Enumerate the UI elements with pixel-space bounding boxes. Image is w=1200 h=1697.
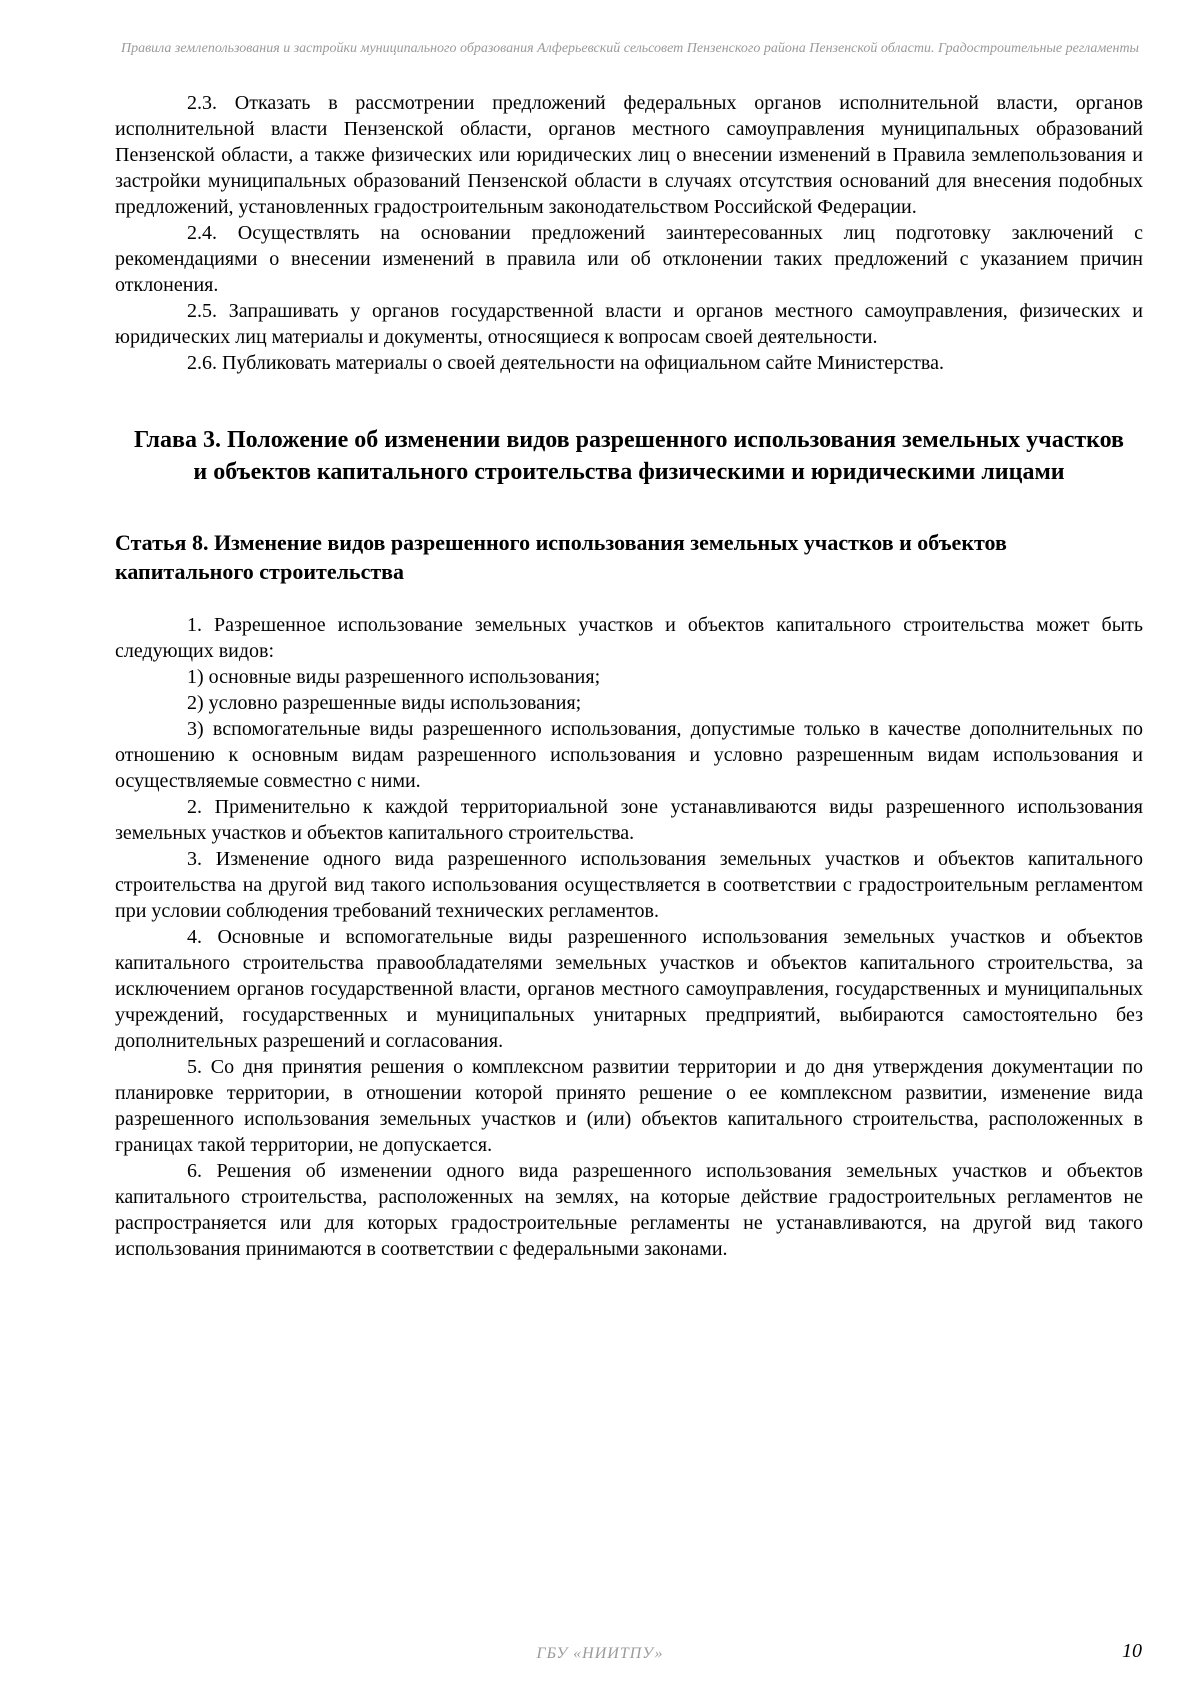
article-paragraph-6: 6. Решения об изменении одного вида разрешенного использования земельных участков и объектов капитального строительства, расположенных на землях, на которые действие градостроительных регламентов не распространяется или для которых градостроительные регламенты не устанавливаются, на другой вид такого использования принимаются в соответствии с федеральными законами. bbox=[115, 1160, 1143, 1260]
page-number: 10 bbox=[1122, 1640, 1142, 1662]
running-header: Правила землепользования и застройки муниципального образования Алферьевский сельсовет Пензенского района Пензенской области. Градостроительные регламенты bbox=[120, 41, 1140, 56]
footer-organization: ГБУ «НИИТПУ» bbox=[536, 1645, 664, 1662]
article-paragraph-1: 1. Разрешенное использование земельных участков и объектов капитального строительства может быть следующих видов: bbox=[115, 614, 1143, 662]
paragraph-2-6: 2.6. Публиковать материалы о своей деятельности на официальном сайте Министерства. bbox=[187, 352, 944, 374]
article-paragraph-5: 5. Со дня принятия решения о комплексном развитии территории и до дня утверждения документации по планировке территории, в отношении которой принято решение о ее комплексном развитии, изменение вида разрешенного использования земельных участков и (или) объектов капитального строительства, расположенных в границах такой территории, не допускается. bbox=[115, 1056, 1143, 1156]
article-paragraph-4: 4. Основные и вспомогательные виды разрешенного использования земельных участков и объектов капитального строительства правообладателями земельных участков и объектов капитального строительства, за исключением органов государственной власти, органов местного самоуправления, государственных и муниципальных учреждений, государственных и муниципальных унитарных предприятий, выбираются самостоятельно без дополнительных разрешений и согласования. bbox=[115, 926, 1143, 1052]
article-list-item-3: 3) вспомогательные виды разрешенного использования, допустимые только в качестве дополнительных по отношению к основным видам разрешенного использования и условно разрешенным видам использования и осуществляемые совместно с ними. bbox=[115, 718, 1143, 792]
article-title: Статья 8. Изменение видов разрешенного использования земельных участков и объектов капитального строительства bbox=[115, 530, 1007, 584]
section-2-list bbox=[115, 90, 1143, 376]
paragraph-2-4: 2.4. Осуществлять на основании предложений заинтересованных лиц подготовку заключений с рекомендациями о внесении изменений в правила или об отклонении таких предложений с указанием причин отклонения. bbox=[115, 222, 1143, 296]
chapter-title: Глава 3. Положение об изменении видов разрешенного использования земельных участков и объектов капитального строительства физическими и юридическими лицами bbox=[133, 427, 1125, 485]
paragraph-2-5: 2.5. Запрашивать у органов государственной власти и органов местного самоуправления, физических и юридических лиц материалы и документы, относящиеся к вопросам своей деятельности. bbox=[115, 300, 1143, 348]
paragraph-2-3: 2.3. Отказать в рассмотрении предложений федеральных органов исполнительной власти, органов исполнительной власти Пензенской области, органов местного самоуправления муниципальных образований Пензенской области, а также физических или юридических лиц о внесении изменений в Правила землепользования и застройки муниципальных образований Пензенской области в случаях отсутствия оснований для внесения подобных предложений, установленных градостроительным законодательством Российской Федерации. bbox=[115, 92, 1143, 218]
article-list-item-1: 1) основные виды разрешенного использования; bbox=[187, 666, 601, 688]
article-paragraph-3: 3. Изменение одного вида разрешенного использования земельных участков и объектов капитального строительства на другой вид такого использования осуществляется в соответствии с градостроительным регламентом при условии соблюдения требований технических регламентов. bbox=[115, 848, 1143, 922]
article-body bbox=[115, 612, 1143, 1262]
article-paragraph-2: 2. Применительно к каждой территориальной зоне устанавливаются виды разрешенного использования земельных участков и объектов капитального строительства. bbox=[115, 796, 1143, 844]
document-body bbox=[115, 90, 1143, 1262]
article-list-item-2: 2) условно разрешенные виды использования; bbox=[187, 692, 582, 714]
